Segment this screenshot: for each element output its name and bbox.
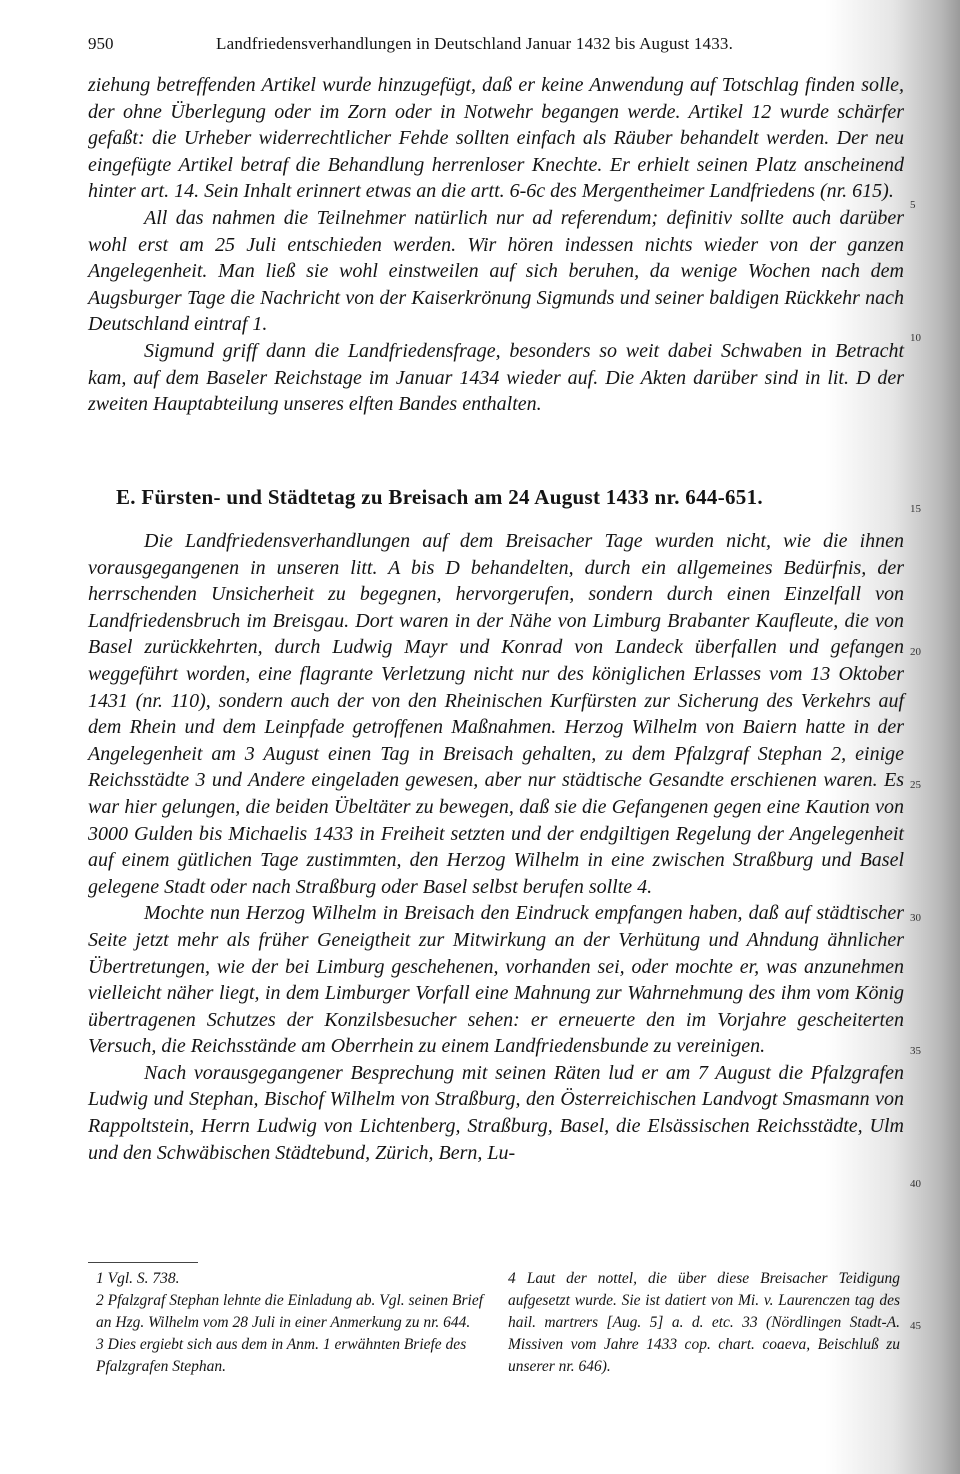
line-number: 45 (910, 1320, 921, 1332)
running-title: Landfriedensverhandlungen in Deutschland Januar 1432 bis August 1433. (216, 34, 734, 53)
footnotes-left-column (96, 1268, 496, 1378)
footnote: 3 Dies ergiebt sich aus dem in Anm. 1 erwähnten Briefe des Pfalzgrafen Stephan. (96, 1336, 467, 1375)
line-number: 10 (910, 332, 921, 344)
running-header (88, 34, 888, 60)
line-number: 25 (910, 779, 921, 791)
line-number: 40 (910, 1178, 921, 1190)
text-block-continuation (88, 72, 904, 418)
footnote-divider (88, 1262, 198, 1263)
line-number: 35 (910, 1045, 921, 1057)
line-number: 5 (910, 199, 916, 211)
paragraph: Mochte nun Herzog Wilhelm in Breisach den Eindruck empfangen haben, daß auf städtischer Seite jetzt mehr als früher Geneigtheit zur Mitwirkung an der Verhütung und Ahndung ähnlicher Übertretungen, wie der bei Limburg geschehenen, vorhanden sei, oder mochte er, was anzunehmen vielleicht näher liegt, in dem Limburger Vorfall eine Mahnung zur Wahrnehmung des ihm vom König übertragenen Schutzes der Konzilsbesucher sehen: er erneuerte den im Vorjahre gescheiterten Versuch, die Reichsstände am Oberrhein zu einem Landfriedensbunde zu vereinigen. (88, 902, 904, 1058)
paragraph: Nach vorausgegangener Besprechung mit seinen Räten lud er am 7 August die Pfalzgrafen Ludwig und Stephan, Bischof Wilhelm von Straßburg, den Österreichischen Landvogt Smasmann von Rappoltstein, Herrn Ludwig von Lichtenberg, Straßburg, Basel, die Elsässischen Reichsstädte, Ulm und den Schwäbischen Städtebund, Zürich, Bern, Lu- (88, 1061, 904, 1164)
paragraph: Die Landfriedensverhandlungen auf dem Breisacher Tage wurden nicht, wie die ihnen vorausgegangenen in unseren litt. A bis D behandelten, durch ein allgemeines Bedürfnis, der herrschenden Unsicherheit zu begegnen, hervorgerufen, sondern durch einen Einzelfall von Landfriedensbruch im Breisgau. Dort waren in der Nähe von Limburg Brabanter Kaufleute, die von Basel zurückkehrten, durch Ludwig Mayr und Konrad von Landeck überfallen und gefangen weggeführt worden, eine flagrante Verletzung nicht nur des königlichen Erlasses vom 13 Oktober 1431 (nr. 110), sondern auch der von den Rheinischen Kurfürsten zur Sicherung des Verkehrs auf dem Rhein und dem Leinpfade getroffenen Maßnahmen. Herzog Wilhelm von Baiern hatte in der Angelegenheit am 3 August einen Tag in Breisach gehalten, zu dem Pfalzgraf Stephan 2, einige Reichsstädte 3 und Andere eingeladen gewesen, aber nur städtische Gesandte erschienen waren. Es war hier gelungen, die beiden Übeltäter zu bewegen, daß sie die Gefangenen gegen eine Kaution von 3000 Gulden bis Michaelis 1433 in Freiheit setzten und der endgiltigen Regelung der Angelegenheit auf einem gütlichen Tage zustimmten, den Herzog Wilhelm in eine zwischen Straßburg und Basel gelegene Stadt oder nach Straßburg oder Basel selbst berufen sollte 4. (88, 530, 904, 898)
footnote: 1 Vgl. S. 738. (96, 1270, 180, 1287)
paragraph: ziehung betreffenden Artikel wurde hinzugefügt, daß er keine Anwendung auf Totschlag finden solle, der ohne Überlegung oder im Zorn oder in Notwehr begangen werde. Artikel 12 wurde schärfer gefaßt: die Urheber widerrechtlicher Fehde sollten einfach als Räuber behandelt werden. Der neu eingefügte Artikel betraf die Behandlung herrenloser Knechte. Er erhielt seinen Platz anscheinend hinter art. 14. Sein Inhalt erinnert etwas an die artt. 6-6c des Mergentheimer Landfriedens (nr. 615). (88, 74, 904, 203)
text-block-section-e (88, 528, 904, 1166)
paragraph: Sigmund griff dann die Landfriedensfrage, besonders so weit dabei Schwaben in Betracht kam, auf dem Baseler Reichstage im Januar 1434 wieder auf. Die Akten darüber sind in lit. D der zweiten Hauptabteilung unseres elften Bandes enthalten. (88, 339, 904, 416)
page-number: 950 (88, 34, 114, 53)
footnote: 2 Pfalzgraf Stephan lehnte die Einladung ab. Vgl. seinen Brief an Hzg. Wilhelm vom 28 Juli in einer Anmerkung zu nr. 644. (96, 1292, 484, 1331)
line-number: 20 (910, 646, 921, 658)
section-heading: E. Fürsten- und Städtetag zu Breisach am 24 August 1433 nr. 644-651. (116, 485, 763, 509)
line-number: 15 (910, 503, 921, 515)
paragraph: All das nahmen die Teilnehmer natürlich nur ad referendum; definitiv sollte auch darüber wohl erst am 25 Juli entschieden werden. Wir hören indessen nichts wieder von der ganzen Angelegenheit. Man ließ sie wohl einstweilen auf sich beruhen, da wenige Wochen nach dem Augsburger Tage die Nachricht von der Kaiserkrönung Sigmunds und seiner baldigen Rückkehr nach Deutschland eintraf 1. (88, 206, 904, 336)
footnotes-right-column (508, 1268, 900, 1378)
footnote: 4 Laut der nottel, die über diese Breisacher Teidigung aufgesetzt wurde. Sie ist datiert von Mi. v. Laurenczen tag des hail. martrers [Aug. 5] a. d. etc. 33 (Nördlingen Stadt-A. Missiven vom Jahre 1433 cop. chart. coaeva, Beischluß zu unserer nr. 646). (508, 1270, 900, 1375)
line-number: 30 (910, 912, 921, 924)
